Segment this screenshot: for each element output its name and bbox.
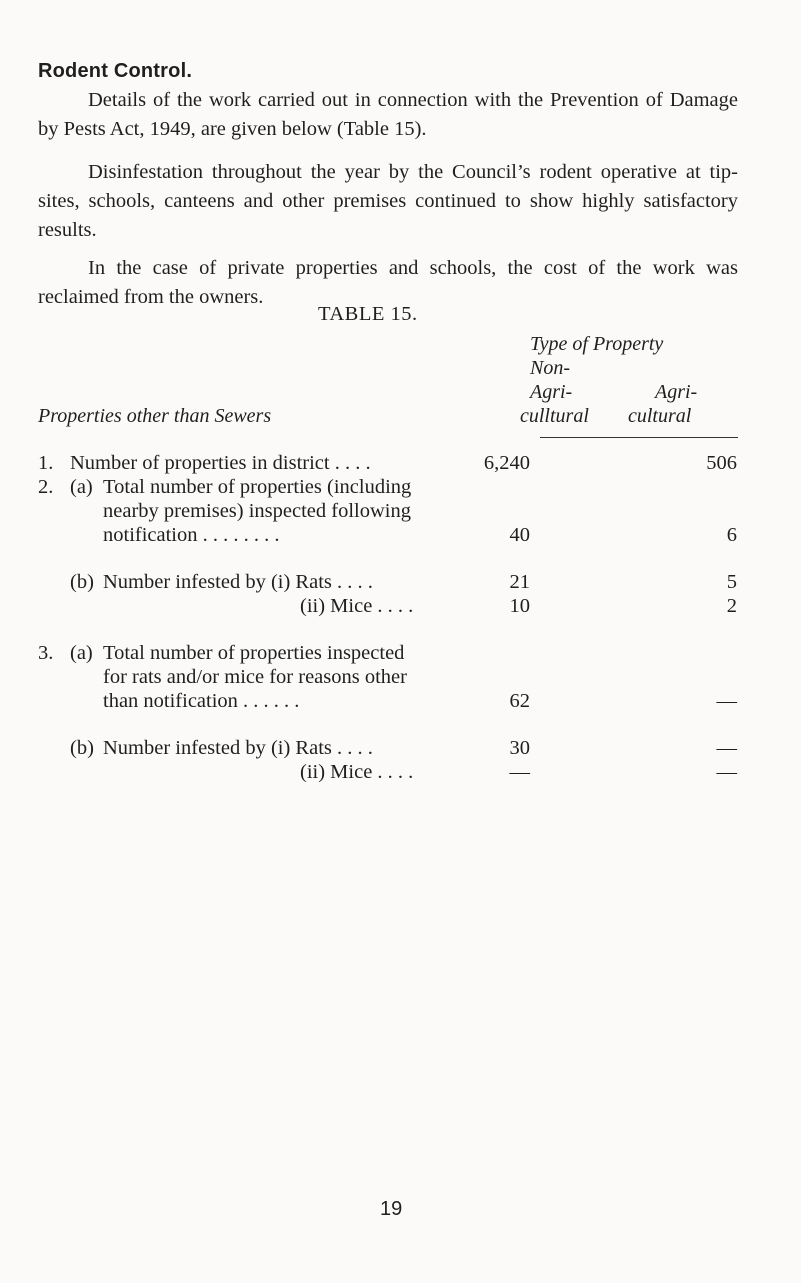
cell-non-agricultural: — bbox=[509, 761, 530, 783]
column-group-header: Type of Property bbox=[530, 333, 664, 355]
paragraph-cost: In the case of private properties and schools, the cost of the work was reclaimed from the owners. bbox=[38, 257, 738, 308]
row-label: Number infested by (i) Rats . . . . bbox=[103, 571, 373, 593]
row-label: than notification . . . . . . bbox=[103, 690, 300, 712]
row-label: for rats and/or mice for reasons other bbox=[103, 666, 407, 688]
column-header-agri-right: Agri- bbox=[655, 381, 698, 403]
paragraph-disinfestation: Disinfestation throughout the year by the Council’s rodent operative at tip-sites, schools, canteens and other premises continued to show highly satisfactory results. bbox=[38, 161, 738, 241]
row-number: 3. bbox=[38, 642, 54, 664]
table-title: TABLE 15. bbox=[318, 303, 418, 325]
row-label: (ii) Mice . . . . bbox=[300, 595, 414, 617]
cell-non-agricultural: 10 bbox=[509, 595, 530, 617]
cell-non-agricultural: 30 bbox=[509, 737, 530, 759]
cell-agricultural: 6 bbox=[726, 524, 737, 546]
row-label: Total number of properties inspected bbox=[103, 642, 405, 664]
row-sub-letter: (a) bbox=[70, 642, 93, 664]
row-label: notification . . . . . . . . bbox=[103, 524, 280, 546]
row-number: 2. bbox=[38, 476, 54, 498]
row-label: Number of properties in district . . . . bbox=[70, 452, 371, 474]
cell-non-agricultural: 62 bbox=[509, 690, 530, 712]
column-header-agri-left: Agri- bbox=[530, 381, 573, 403]
column-header-cult-right: cultural bbox=[628, 405, 692, 427]
cell-non-agricultural: 40 bbox=[509, 524, 530, 546]
row-label: (ii) Mice . . . . bbox=[300, 761, 414, 783]
header-rule bbox=[540, 437, 738, 438]
row-label-header: Properties other than Sewers bbox=[38, 405, 272, 427]
row-number: 1. bbox=[38, 452, 54, 474]
cell-agricultural: — bbox=[716, 737, 737, 759]
row-sub-letter: (a) bbox=[70, 476, 93, 498]
cell-agricultural: 2 bbox=[726, 595, 737, 617]
row-label: nearby premises) inspected following bbox=[103, 500, 411, 522]
row-label: Number infested by (i) Rats . . . . bbox=[103, 737, 373, 759]
cell-agricultural: 506 bbox=[706, 452, 737, 474]
cell-non-agricultural: 21 bbox=[509, 571, 530, 593]
cell-agricultural: — bbox=[716, 761, 737, 783]
row-label: Total number of properties (including bbox=[103, 476, 412, 498]
paragraph-intro: Details of the work carried out in connection with the Prevention of Damage by Pests Act, 1949, are given below (Table 15). bbox=[38, 89, 738, 140]
row-sub-letter: (b) bbox=[70, 571, 94, 593]
section-heading: Rodent Control. bbox=[38, 60, 193, 82]
column-header-non: Non- bbox=[530, 357, 570, 379]
cell-agricultural: 5 bbox=[726, 571, 737, 593]
row-sub-letter: (b) bbox=[70, 737, 94, 759]
column-header-cult-left: culltural bbox=[520, 405, 589, 427]
page-number: 19 bbox=[380, 1198, 403, 1220]
cell-non-agricultural: 6,240 bbox=[483, 452, 530, 474]
cell-agricultural: — bbox=[716, 690, 737, 712]
